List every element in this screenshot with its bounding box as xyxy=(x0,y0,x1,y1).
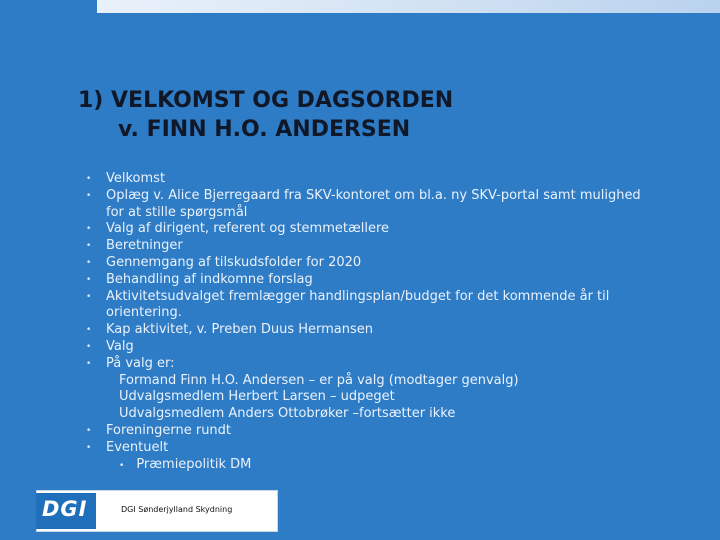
bullet-icon: • xyxy=(86,442,92,453)
list-item: • Beretninger xyxy=(86,238,183,254)
bullet-icon: • xyxy=(86,325,92,336)
bullet-icon: • xyxy=(86,257,92,268)
logo-text: DGI xyxy=(42,497,88,521)
valg-line: Udvalgsmedlem Herbert Larsen – udpeget xyxy=(119,389,395,405)
bullet-icon: • xyxy=(86,425,92,436)
bullet-icon: • xyxy=(86,224,92,235)
bullet-icon: • xyxy=(86,291,92,302)
bullet-icon: • xyxy=(119,460,125,471)
list-item: • Behandling af indkomne forslag xyxy=(86,271,313,287)
list-item: • Kap aktivitet, v. Preben Duus Hermansen xyxy=(86,322,374,338)
slide-title xyxy=(78,86,453,144)
title-line-2: v. FINN H.O. ANDERSEN xyxy=(118,117,411,142)
list-item: • Valg xyxy=(86,338,134,354)
bullet-icon: • xyxy=(86,341,92,352)
bullet-icon: • xyxy=(86,174,92,184)
list-item: • Aktivitetsudvalget fremlægger handlingsplan/budget for det kommende år til orientering. xyxy=(86,288,610,321)
valg-line: Formand Finn H.O. Andersen – er på valg (modtager genvalg) xyxy=(119,372,519,388)
list-item: • På valg er: Formand Finn H.O. Andersen – er på valg (modtager genvalg) Udvalgsmedlem Herbert Larsen – udpeget Udvalgsmedlem Anders Ottobrøker –fortsætter ikke xyxy=(86,356,646,423)
list-item: • Gennemgang af tilskudsfolder for 2020 xyxy=(86,254,362,270)
title-line-1: 1) VELKOMST OG DAGSORDEN xyxy=(78,88,454,113)
list-item: • Foreningerne rundt xyxy=(86,422,232,438)
sub-list-item: • Præmiepolitik DM xyxy=(119,456,252,472)
agenda-list xyxy=(86,171,646,474)
list-item: • Velkomst xyxy=(86,171,166,186)
list-item: • Valg af dirigent, referent og stemmetællere xyxy=(86,221,390,237)
bullet-icon: • xyxy=(86,241,92,252)
valg-line: Udvalgsmedlem Anders Ottobrøker –fortsætter ikke xyxy=(119,406,456,422)
top-band xyxy=(97,0,720,13)
bullet-icon: • xyxy=(86,190,92,201)
footer-label: DGI Sønderjylland Skydning xyxy=(121,505,233,514)
bullet-icon: • xyxy=(86,274,92,285)
bullet-icon: • xyxy=(86,358,92,369)
list-item: • Oplæg v. Alice Bjerregaard fra SKV-kontoret om bl.a. ny SKV-portal samt mulighed for at stille spørgsmål xyxy=(86,187,641,220)
list-item: • Eventuelt • Præmiepolitik DM xyxy=(86,440,646,475)
dgi-logo xyxy=(36,493,96,529)
